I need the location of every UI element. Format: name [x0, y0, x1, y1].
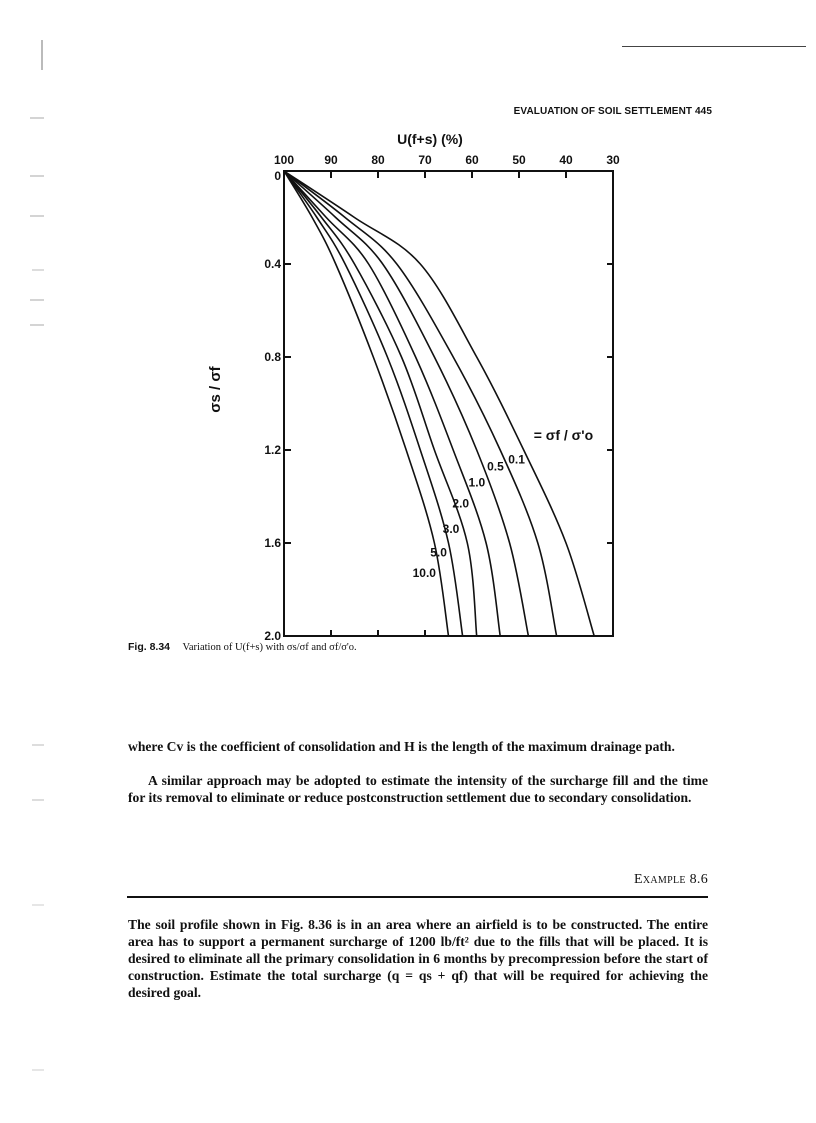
x-tick-label: 80 — [371, 153, 385, 167]
x-tick-label: 50 — [512, 153, 526, 167]
x-tick-group — [274, 153, 620, 636]
y-tick-group — [264, 169, 613, 643]
figure-caption-text: Variation of U(f+s) with σs/σf and σf/σ'o. — [182, 642, 357, 653]
y-axis-title: σs / σf — [207, 366, 224, 413]
x-tick-label: 100 — [273, 153, 295, 167]
figure-caption — [128, 641, 357, 653]
y-tick-label: 0.8 — [264, 350, 281, 364]
x-tick-label: 60 — [465, 153, 479, 167]
x-axis-title: U(f+s) (%) — [397, 131, 463, 147]
plot-frame — [284, 171, 613, 636]
figure-chart — [190, 128, 630, 658]
y-tick-label: 1.2 — [264, 443, 281, 457]
running-head — [480, 106, 712, 117]
example-text: The soil profile shown in Fig. 8.36 is in an area where an airfield is to be constructed. The entire area has to support a permanent surcharge of 1200 lb/ft² due to the fills that will be placed. It is desired to eliminate all the primary consolidation in 6 months by precompression before the start of construction. Estimate the total surcharge (q = qs + qf) that will be required for achieving the desired goal. — [128, 917, 708, 1000]
curve-parameter-label: = σf / σ'o — [533, 427, 594, 444]
curve-label-5.0: 5.0 — [430, 545, 447, 560]
y-tick-label: 0.4 — [264, 257, 281, 271]
curve-label-3.0: 3.0 — [442, 522, 460, 537]
paragraph-cv: where Cv is the coefficient of consolidation and H is the length of the maximum drainage path. — [128, 739, 675, 754]
curve-group — [284, 171, 594, 636]
x-tick-label: 90 — [324, 153, 338, 167]
curve-label-10.0: 10.0 — [412, 566, 436, 581]
y-tick-label: 0 — [274, 169, 281, 183]
example-heading: Example 8.6 — [634, 872, 708, 887]
example-rule — [127, 896, 708, 898]
curve-label-group — [413, 452, 526, 580]
y-tick-label: 1.6 — [264, 536, 281, 550]
paragraph-secondary: A similar approach may be adopted to estimate the intensity of the surcharge fill and the time for its removal to eliminate or reduce postconstruction settlement due to secondary consolidation. — [128, 773, 708, 805]
running-head-title: EVALUATION OF SOIL SETTLEMENT — [513, 106, 693, 117]
top-rule — [622, 46, 806, 47]
x-tick-label: 70 — [418, 153, 432, 167]
curve-3.0 — [284, 171, 477, 636]
curve-label-1.0: 1.0 — [468, 475, 486, 490]
y-tick-label: 2.0 — [264, 629, 281, 643]
x-tick-label: 40 — [559, 153, 573, 167]
curve-label-0.5: 0.5 — [487, 459, 504, 474]
page-number: 445 — [695, 106, 712, 117]
curve-label-0.1: 0.1 — [508, 452, 525, 467]
curve-label-2.0: 2.0 — [452, 496, 470, 511]
figure-number: Fig. 8.34 — [128, 641, 171, 653]
curve-1.0 — [284, 171, 528, 636]
x-tick-label: 30 — [606, 153, 620, 167]
scan-margin-marks — [0, 0, 60, 1123]
